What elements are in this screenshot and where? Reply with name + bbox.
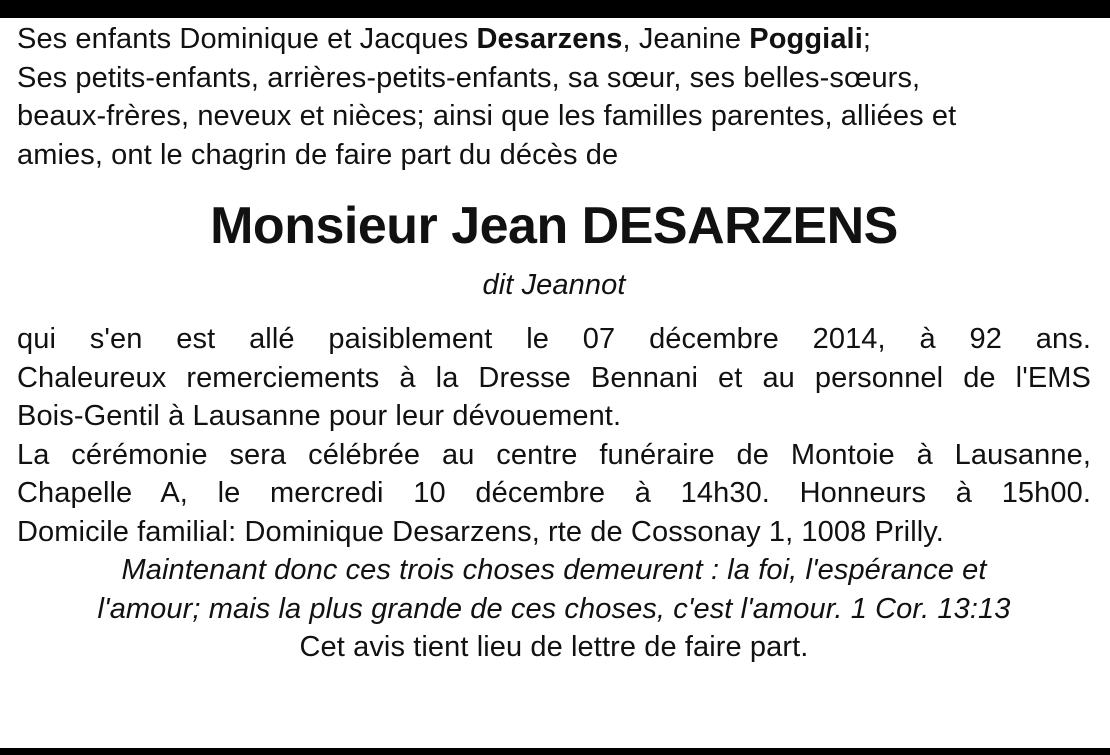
intro-line: amies, ont le chagrin de faire part du décès de: [17, 138, 619, 171]
body-line: Domicile familial: Dominique Desarzens, rte de Cossonay 1, 1008 Prilly.: [17, 515, 944, 548]
obituary-notice: [17, 20, 1091, 667]
intro-text: , Jeanine: [622, 23, 750, 55]
intro-text: ;: [862, 23, 872, 55]
top-border-rule: [0, 0, 1110, 18]
body-line: Chapelle A, le mercredi 10 décembre à 14h30. Honneurs à 15h00.: [17, 477, 1091, 509]
intro-line: beaux-frères, neveux et nièces; ainsi que les familles parentes, alliées et: [17, 100, 957, 132]
body-line: Chaleureux remerciements à la Dresse Bennani et au personnel de l'EMS: [17, 361, 1091, 394]
closing-statement: Cet avis tient lieu de lettre de faire part.: [299, 631, 809, 663]
body-line: Bois-Gentil à Lausanne pour leur dévouement.: [17, 400, 622, 432]
deceased-name: Monsieur Jean DESARZENS: [210, 197, 898, 255]
body-line: qui s'en est allé paisiblement le 07 décembre 2014, à 92 ans.: [17, 323, 1091, 355]
nickname: dit Jeannot: [482, 269, 626, 301]
bible-verse-line: l'amour; mais la plus grande de ces choses, c'est l'amour. 1 Cor. 13:13: [97, 592, 1011, 625]
intro-text: Ses enfants Dominique et Jacques: [17, 23, 477, 55]
bottom-border-rule: [0, 748, 1110, 755]
bible-verse-line: Maintenant donc ces trois choses demeurent : la foi, l'espérance et: [121, 554, 987, 586]
intro-line: Ses petits-enfants, arrières-petits-enfants, sa sœur, ses belles-sœurs,: [17, 61, 921, 94]
body-line: La cérémonie sera célébrée au centre funéraire de Montoie à Lausanne,: [17, 438, 1091, 471]
family-surname-desarzens: Desarzens: [476, 23, 623, 55]
family-announcement: [17, 20, 1091, 174]
family-surname-poggiali: Poggiali: [749, 23, 863, 55]
notice-body: [17, 320, 1091, 667]
